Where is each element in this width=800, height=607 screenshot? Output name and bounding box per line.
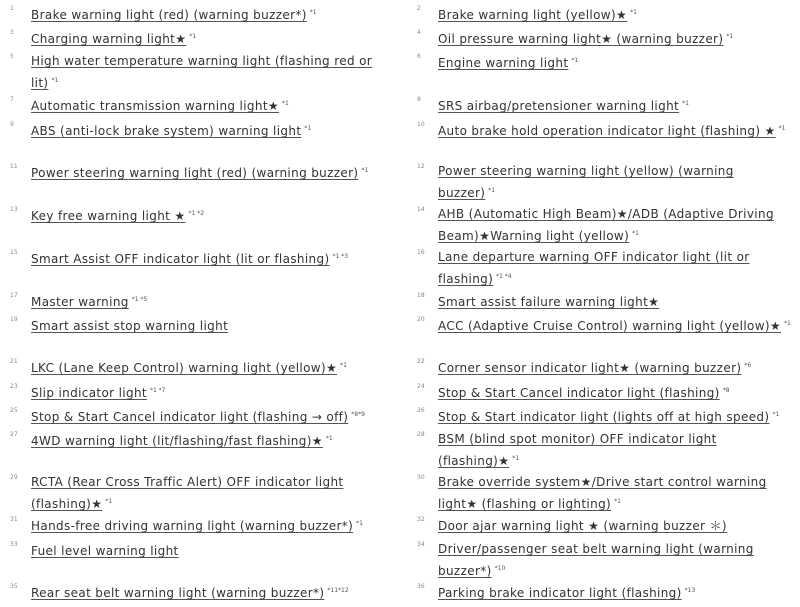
footnote-ref: *8: [722, 387, 730, 394]
item-label: [438, 314, 794, 336]
item-link[interactable]: Power steering warning light (yellow) (warning buzzer): [438, 164, 734, 200]
item-link[interactable]: Corner sensor indicator light★ (warning buzzer): [438, 361, 742, 375]
item-link[interactable]: AHB (Automatic High Beam)★/ADB (Adaptive Driving Beam)★Warning light (yellow): [438, 207, 774, 243]
item-label: [31, 405, 387, 427]
item-label: [438, 3, 794, 25]
item-number: 22: [417, 358, 425, 365]
item-label: [31, 27, 387, 49]
item-label: [438, 119, 794, 141]
item-label: [31, 51, 387, 93]
footnote-ref: *10: [494, 565, 506, 572]
item-number: 4: [417, 29, 421, 36]
footnote-ref: *1 *4: [496, 273, 512, 280]
footnote-ref: *1: [632, 230, 639, 237]
item-number: 11: [10, 163, 18, 170]
item-label: [31, 381, 387, 403]
item-number: 6: [417, 53, 421, 60]
item-link[interactable]: Parking brake indicator light (flashing): [438, 586, 682, 600]
item-number: 30: [417, 474, 425, 481]
footnote-ref: *1: [361, 167, 369, 174]
item-link[interactable]: LKC (Lane Keep Control) warning light (yellow)★: [31, 361, 338, 375]
item-number: 27: [10, 431, 18, 438]
footnote-ref: *1: [778, 125, 786, 132]
item-number: 21: [10, 358, 18, 365]
item-number: 15: [10, 249, 18, 256]
item-label: [31, 204, 387, 226]
item-label: [438, 514, 794, 536]
footnote-ref: *1: [105, 498, 113, 505]
item-label: [438, 405, 794, 427]
item-link[interactable]: High water temperature warning light (flashing red or lit): [31, 54, 373, 90]
item-number: 35: [10, 583, 18, 590]
item-link[interactable]: Slip indicator light: [31, 386, 147, 400]
item-link[interactable]: Stop & Start indicator light (lights off at high speed): [438, 410, 770, 424]
item-number: 12: [417, 163, 425, 170]
item-label: [438, 472, 794, 514]
item-label: [438, 290, 794, 312]
item-label: [31, 94, 387, 116]
footnote-ref: *1: [340, 362, 347, 369]
item-link[interactable]: Automatic transmission warning light★: [31, 99, 279, 113]
item-link[interactable]: Stop & Start Cancel indicator light (flashing): [438, 386, 720, 400]
item-link[interactable]: Master warning: [31, 295, 129, 309]
item-number: 1: [10, 5, 14, 12]
footnote-ref: *11*12: [327, 587, 349, 594]
item-link[interactable]: Auto brake hold operation indicator light (flashing) ★: [438, 124, 776, 138]
footnote-ref: *1: [682, 100, 689, 107]
item-label: [31, 472, 387, 514]
item-number: 33: [10, 541, 18, 548]
item-number: 32: [417, 516, 425, 523]
item-number: 25: [10, 407, 18, 414]
footnote-ref: *1 *7: [149, 387, 166, 394]
item-label: [31, 514, 387, 536]
item-number: 16: [417, 249, 425, 256]
item-number: 2: [417, 5, 421, 12]
footnote-ref: *6: [744, 362, 752, 369]
item-label: [31, 356, 387, 378]
item-link[interactable]: ABS (anti-lock brake system) warning light: [31, 124, 302, 138]
item-number: 26: [417, 407, 425, 414]
footnote-ref: *1 *3: [332, 253, 349, 260]
item-number: 17: [10, 292, 18, 299]
item-label: [438, 51, 794, 73]
item-link[interactable]: Oil pressure warning light★ (warning buzzer): [438, 32, 724, 46]
item-link[interactable]: RCTA (Rear Cross Traffic Alert) OFF indicator light (flashing)★: [31, 475, 344, 511]
footnote-ref: *1: [784, 320, 791, 327]
item-number: 34: [417, 541, 425, 548]
item-label: [31, 314, 387, 336]
footnote-ref: *1: [356, 520, 363, 527]
item-link[interactable]: Smart assist stop warning light: [31, 319, 229, 333]
item-number: 29: [10, 474, 18, 481]
item-label: [438, 429, 794, 471]
item-number: 28: [417, 431, 425, 438]
item-number: 20: [417, 316, 425, 323]
item-link[interactable]: Driver/passenger seat belt warning light (warning buzzer*): [438, 542, 754, 578]
item-link[interactable]: Brake warning light (yellow)★: [438, 8, 628, 22]
item-number: 19: [10, 316, 18, 323]
item-label: [438, 247, 794, 289]
item-link[interactable]: Brake warning light (red) (warning buzzer*): [31, 8, 307, 22]
footnote-ref: *1: [488, 187, 496, 194]
item-label: [438, 27, 794, 49]
item-label: [31, 247, 387, 269]
item-link[interactable]: Stop & Start Cancel indicator light (flashing → off): [31, 410, 349, 424]
item-number: 13: [10, 206, 18, 213]
footnote-ref: *1: [630, 9, 637, 16]
item-number: 31: [10, 516, 18, 523]
item-link[interactable]: Fuel level warning light: [31, 544, 179, 558]
item-link[interactable]: Rear seat belt warning light (warning buzzer*): [31, 586, 325, 600]
item-label: [438, 204, 794, 246]
footnote-ref: *13: [684, 587, 696, 594]
footnote-ref: *1: [571, 57, 579, 64]
item-link[interactable]: Smart Assist OFF indicator light (lit or flashing): [31, 252, 330, 266]
footnote-ref: *1: [325, 435, 333, 442]
item-link[interactable]: Brake override system★/Drive start control warning light★ (flashing or lighting): [438, 475, 767, 511]
item-link[interactable]: Power steering warning light (red) (warning buzzer): [31, 166, 359, 180]
item-link[interactable]: BSM (blind spot monitor) OFF indicator light (flashing)★: [438, 432, 717, 468]
item-label: [438, 581, 794, 603]
item-number: 14: [417, 206, 425, 213]
footnote-ref: *1: [51, 77, 59, 84]
item-number: 9: [10, 121, 14, 128]
item-label: [438, 539, 794, 581]
item-label: [438, 94, 794, 116]
item-link[interactable]: Engine warning light: [438, 56, 569, 70]
item-number: 23: [10, 383, 18, 390]
item-label: [438, 381, 794, 403]
footnote-ref: *1: [189, 33, 197, 40]
item-label: [31, 429, 387, 451]
footnote-ref: *1: [614, 498, 621, 505]
footnote-ref: *1: [309, 9, 317, 16]
item-link[interactable]: Charging warning light★: [31, 32, 187, 46]
item-label: [31, 290, 387, 312]
footnote-ref: *1: [304, 125, 312, 132]
item-label: [31, 581, 387, 603]
footnote-ref: *1: [512, 455, 520, 462]
item-label: [31, 161, 387, 183]
item-link[interactable]: Hands-free driving warning light (warning buzzer*): [31, 519, 354, 533]
item-label: [438, 356, 794, 378]
item-number: 36: [417, 583, 425, 590]
item-link[interactable]: ACC (Adaptive Cruise Control) warning light (yellow)★: [438, 319, 782, 333]
item-link[interactable]: Door ajar warning light ★ (warning buzzer ＊): [438, 519, 727, 533]
item-label: [31, 539, 387, 561]
item-link[interactable]: Lane departure warning OFF indicator light (lit or flashing): [438, 250, 750, 286]
item-number: 3: [10, 29, 14, 36]
item-number: 18: [417, 292, 425, 299]
item-number: 10: [417, 121, 425, 128]
item-number: 7: [10, 96, 14, 103]
item-label: [438, 161, 794, 203]
item-link[interactable]: Key free warning light ★: [31, 209, 186, 223]
footnote-ref: *1 *5: [131, 296, 148, 303]
item-number: 5: [10, 53, 14, 60]
item-label: [31, 119, 387, 141]
item-label: [31, 3, 387, 25]
footnote-ref: *1 *2: [188, 210, 205, 217]
footnote-ref: *1: [772, 411, 780, 418]
item-link[interactable]: 4WD warning light (lit/flashing/fast flashing)★: [31, 434, 323, 448]
item-number: 8: [417, 96, 421, 103]
footnote-ref: *1: [282, 100, 289, 107]
item-number: 24: [417, 383, 425, 390]
item-link[interactable]: Smart assist failure warning light★: [438, 295, 660, 309]
footnote-ref: *1: [726, 33, 734, 40]
item-link[interactable]: SRS airbag/pretensioner warning light: [438, 99, 680, 113]
footnote-ref: *8*9: [351, 411, 365, 418]
